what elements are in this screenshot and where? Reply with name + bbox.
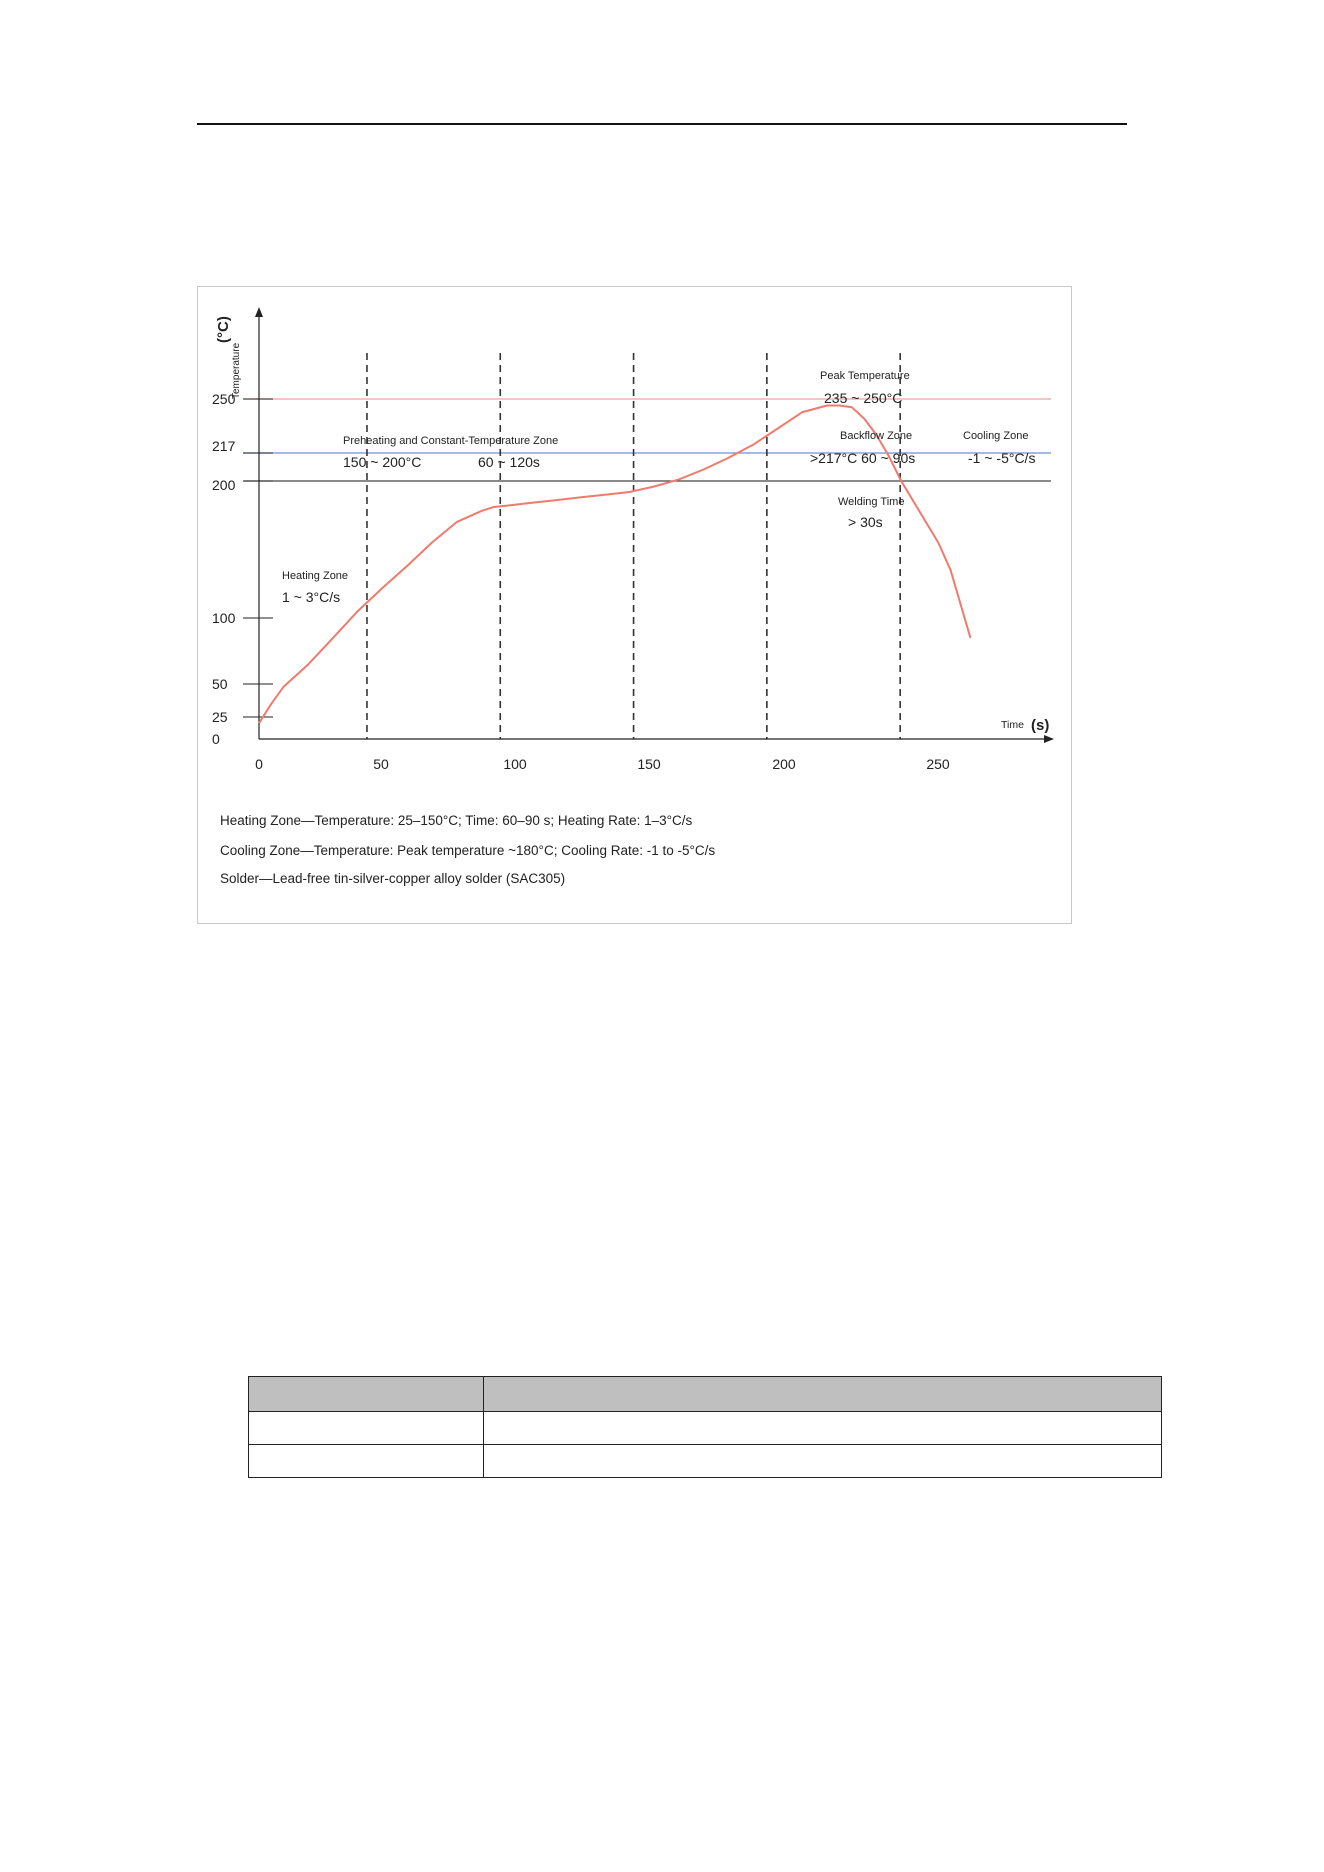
backflow-value: >217°C 60 ~ 90s	[810, 450, 916, 466]
x-tick-label: 200	[772, 756, 796, 772]
table-cell	[484, 1412, 1162, 1445]
note-solder: Solder—Lead-free tin-silver-copper alloy solder (SAC305)	[220, 871, 566, 886]
table-header-cell	[249, 1377, 484, 1412]
spec-table	[248, 1376, 1162, 1478]
cooling-rate: -1 ~ -5°C/s	[968, 450, 1036, 466]
note-cooling: Cooling Zone—Temperature: Peak temperature ~180°C; Cooling Rate: -1 to -5°C/s	[220, 843, 716, 858]
heating-rate: 1 ~ 3°C/s	[282, 589, 341, 605]
x-axis-arrow	[1044, 735, 1054, 743]
y-tick-label: 100	[212, 610, 236, 626]
y-axis-arrow	[255, 307, 263, 317]
preheat-time: 60 ~ 120s	[478, 454, 540, 470]
table-row	[249, 1445, 1162, 1478]
reflow-chart-svg	[198, 287, 1073, 925]
y-tick-label: 200	[212, 477, 236, 493]
reflow-chart	[197, 286, 1072, 924]
table-header-row	[249, 1377, 1162, 1412]
table-cell	[249, 1445, 484, 1478]
y-axis-label: Temperature	[231, 342, 242, 399]
x-tick-label: 50	[373, 756, 389, 772]
preheat-title: Preheating and Constant-Temperature Zone	[343, 435, 559, 447]
y-tick-label: 0	[212, 731, 220, 747]
y-tick-label: 250	[212, 391, 236, 407]
peak-title: Peak Temperature	[820, 370, 910, 382]
x-tick-label: 100	[503, 756, 527, 772]
x-tick-label: 250	[926, 756, 950, 772]
cooling-title: Cooling Zone	[963, 430, 1029, 442]
table-cell	[249, 1412, 484, 1445]
y-tick-label: 25	[212, 709, 228, 725]
preheat-temp: 150 ~ 200°C	[343, 454, 422, 470]
x-tick-label: 0	[255, 756, 263, 772]
y-tick-label: 217	[212, 438, 236, 454]
table-row	[249, 1412, 1162, 1445]
y-tick-label: 50	[212, 676, 228, 692]
table-cell	[484, 1445, 1162, 1478]
x-tick-label: 150	[637, 756, 661, 772]
heating-title: Heating Zone	[282, 570, 349, 582]
peak-range: 235 ~ 250°C	[824, 390, 903, 406]
note-heating: Heating Zone—Temperature: 25–150°C; Time: 60–90 s; Heating Rate: 1–3°C/s	[220, 813, 693, 828]
backflow-title: Backflow Zone	[840, 430, 913, 442]
welding-value: > 30s	[848, 514, 883, 530]
welding-title: Welding Time	[838, 496, 905, 508]
x-axis-unit: (s)	[1031, 717, 1050, 734]
header-rule	[197, 123, 1127, 125]
x-axis-label: Time	[1001, 719, 1024, 731]
table-header-cell	[484, 1377, 1162, 1412]
y-axis-unit: (°C)	[215, 316, 232, 343]
